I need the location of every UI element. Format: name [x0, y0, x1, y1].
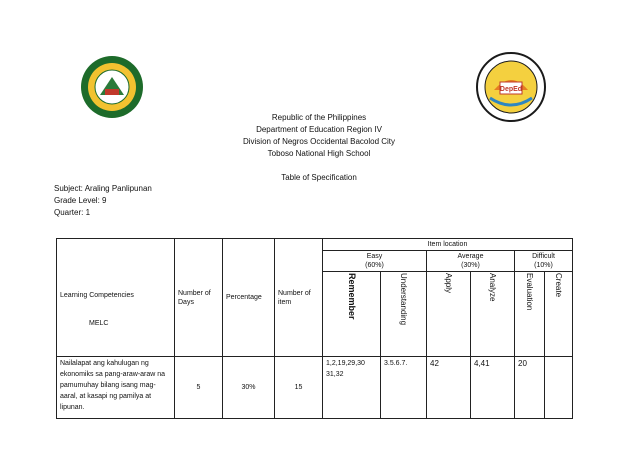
- analyze-label: Analyze: [488, 273, 497, 302]
- remember-header: [323, 272, 381, 357]
- percentage-cell: 30%: [223, 357, 275, 419]
- create-header: [545, 272, 573, 357]
- remember-label: Remember: [347, 273, 357, 320]
- item-location-header: Item location: [323, 239, 573, 251]
- competency-cell: Nailalapat ang kahulugan ng ekonomiks sa pang-araw-araw na pamumuhay bilang isang mag-aaral, at kasapi ng pamilya at lipunan.: [57, 357, 175, 419]
- school-seal-logo: [80, 55, 144, 119]
- difficult-label: Difficult: [532, 253, 555, 260]
- number-of-item-header: Number of item: [275, 239, 323, 357]
- easy-header: [323, 251, 427, 272]
- number-of-days-header: Number of Days: [175, 239, 223, 357]
- difficult-header: [515, 251, 573, 272]
- easy-percent: (60%): [365, 262, 384, 269]
- average-percent: (30%): [461, 262, 480, 269]
- document-title: Table of Specification: [281, 173, 357, 182]
- table-of-specification: [56, 238, 573, 419]
- apply-cell: 42: [427, 357, 471, 419]
- header-line-department: Department of Education Region IV: [256, 125, 382, 134]
- header-line-republic: Republic of the Philippines: [271, 113, 367, 122]
- items-cell: 15: [275, 357, 323, 419]
- percentage-header: Percentage: [223, 239, 275, 357]
- subject-label: Subject: Araling Panlipunan: [54, 184, 152, 193]
- analyze-header: [471, 272, 515, 357]
- learning-competencies-label: Learning Competencies: [60, 292, 134, 299]
- header-line-division: Division of Negros Occidental Bacolod City: [242, 137, 396, 146]
- understanding-header: [381, 272, 427, 357]
- quarter-label: Quarter: 1: [54, 208, 91, 217]
- analyze-cell: 4,41: [471, 357, 515, 419]
- svg-text:DepEd: DepEd: [499, 86, 523, 93]
- difficult-percent: (10%): [534, 262, 553, 269]
- document-header: [0, 112, 638, 184]
- easy-label: Easy: [366, 253, 383, 260]
- melc-label: MELC: [89, 320, 109, 327]
- table-row: [57, 357, 573, 419]
- remember-cell: 1,2,19,29,30 31,32: [323, 357, 381, 419]
- document-meta: [54, 183, 152, 219]
- evaluation-label: Evaluation: [525, 273, 534, 311]
- apply-header: [427, 272, 471, 357]
- apply-label: Apply: [444, 273, 453, 294]
- evaluation-header: [515, 272, 545, 357]
- understanding-label: Understanding: [399, 273, 408, 326]
- header-line-school: Toboso National High School: [267, 149, 371, 158]
- create-label: Create: [554, 273, 563, 298]
- create-cell: [545, 357, 573, 419]
- average-label: Average: [457, 253, 484, 260]
- learning-competencies-header: [57, 239, 175, 357]
- grade-level-label: Grade Level: 9: [54, 196, 107, 205]
- understanding-cell: 3.5.6.7.: [381, 357, 427, 419]
- evaluation-cell: 20: [515, 357, 545, 419]
- average-header: [427, 251, 515, 272]
- days-cell: 5: [175, 357, 223, 419]
